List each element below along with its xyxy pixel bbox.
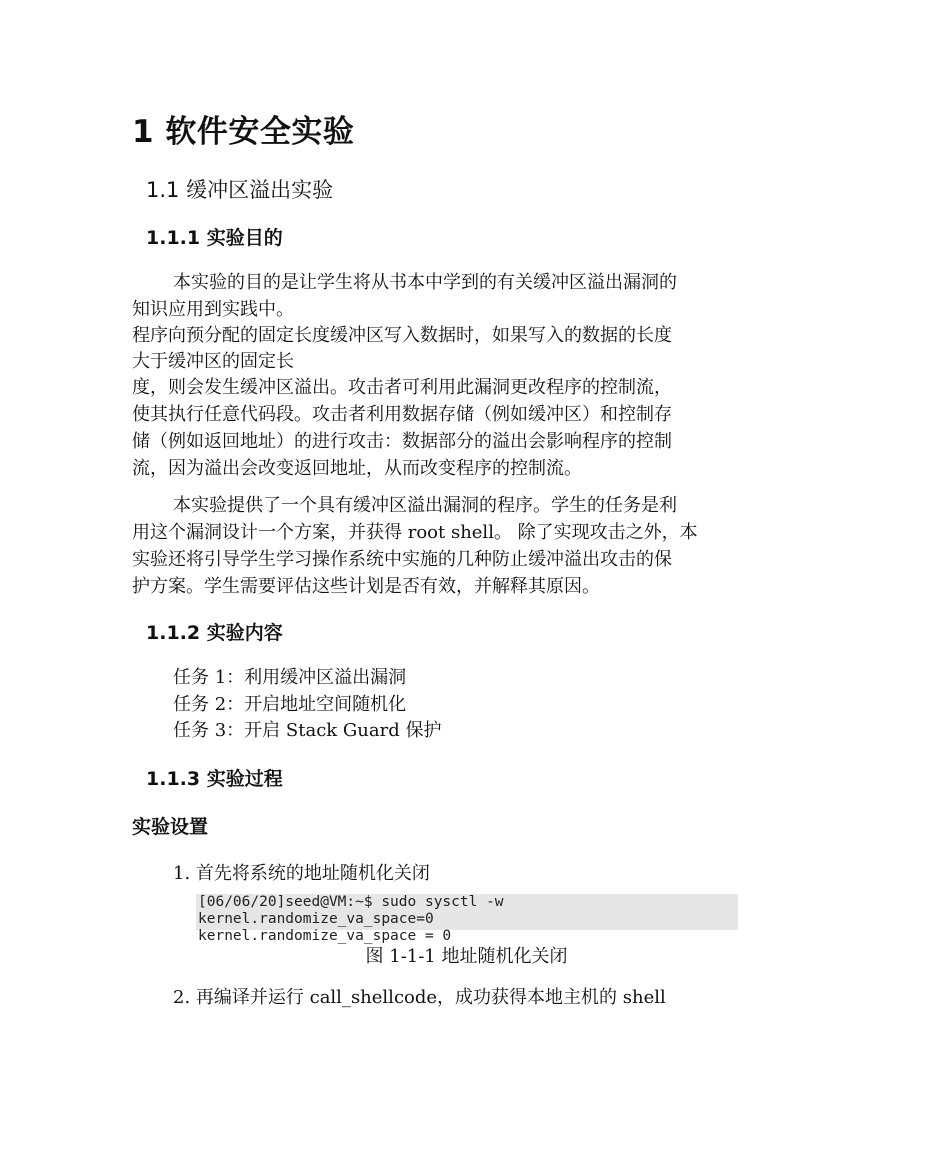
purpose-line: 护方案。学生需要评估这些计划是否有效，并解释其原因。: [132, 576, 600, 597]
terminal-screenshot: [196, 894, 738, 944]
purpose-line: 实验还将引导学生学习操作系统中实施的几种防止缓冲溢出攻击的保: [132, 549, 672, 570]
purpose-line: 程序向预分配的固定长度缓冲区写入数据时，如果写入的数据的长度: [132, 325, 672, 346]
subsection-heading-content: 1.1.2 实验内容: [146, 622, 283, 644]
purpose-line: 本实验的目的是让学生将从书本中学到的有关缓冲区溢出漏洞的: [173, 272, 677, 293]
purpose-line: 储（例如返回地址）的进行攻击：数据部分的溢出会影响程序的控制: [132, 431, 672, 452]
task-item: 任务 1：利用缓冲区溢出漏洞: [173, 667, 407, 688]
purpose-line: 大于缓冲区的固定长: [132, 351, 294, 372]
purpose-line: 本实验提供了一个具有缓冲区溢出漏洞的程序。学生的任务是利: [173, 495, 677, 516]
step-item: 2. 再编译并运行 call_shellcode，成功获得本地主机的 shell: [173, 987, 666, 1008]
task-item: 任务 3：开启 Stack Guard 保护: [173, 720, 442, 741]
purpose-line: 知识应用到实践中。: [132, 299, 294, 320]
purpose-line: 使其执行任意代码段。攻击者利用数据存储（例如缓冲区）和控制存: [132, 404, 672, 425]
chapter-title: 1 软件安全实验: [132, 114, 355, 150]
purpose-line: 度，则会发生缓冲区溢出。攻击者可利用此漏洞更改程序的控制流，: [132, 377, 672, 398]
task-item: 任务 2：开启地址空间随机化: [173, 694, 407, 715]
terminal-line: [06/06/20]seed@VM:~$ sudo sysctl -w kernel.randomize_va_space=0: [198, 894, 504, 927]
setup-heading: 实验设置: [132, 816, 209, 838]
step-item: 1. 首先将系统的地址随机化关闭: [173, 863, 430, 884]
figure-caption: 图 1-1-1 地址随机化关闭: [365, 946, 568, 967]
subsection-heading-purpose: 1.1.1 实验目的: [146, 227, 283, 249]
subsection-heading-process: 1.1.3 实验过程: [146, 768, 283, 790]
terminal-line: kernel.randomize_va_space = 0: [198, 928, 452, 944]
section-heading: 1.1 缓冲区溢出实验: [146, 178, 334, 202]
purpose-line: 用这个漏洞设计一个方案，并获得 root shell。 除了实现攻击之外，本: [132, 522, 698, 543]
purpose-line: 流，因为溢出会改变返回地址，从而改变程序的控制流。: [132, 458, 582, 479]
